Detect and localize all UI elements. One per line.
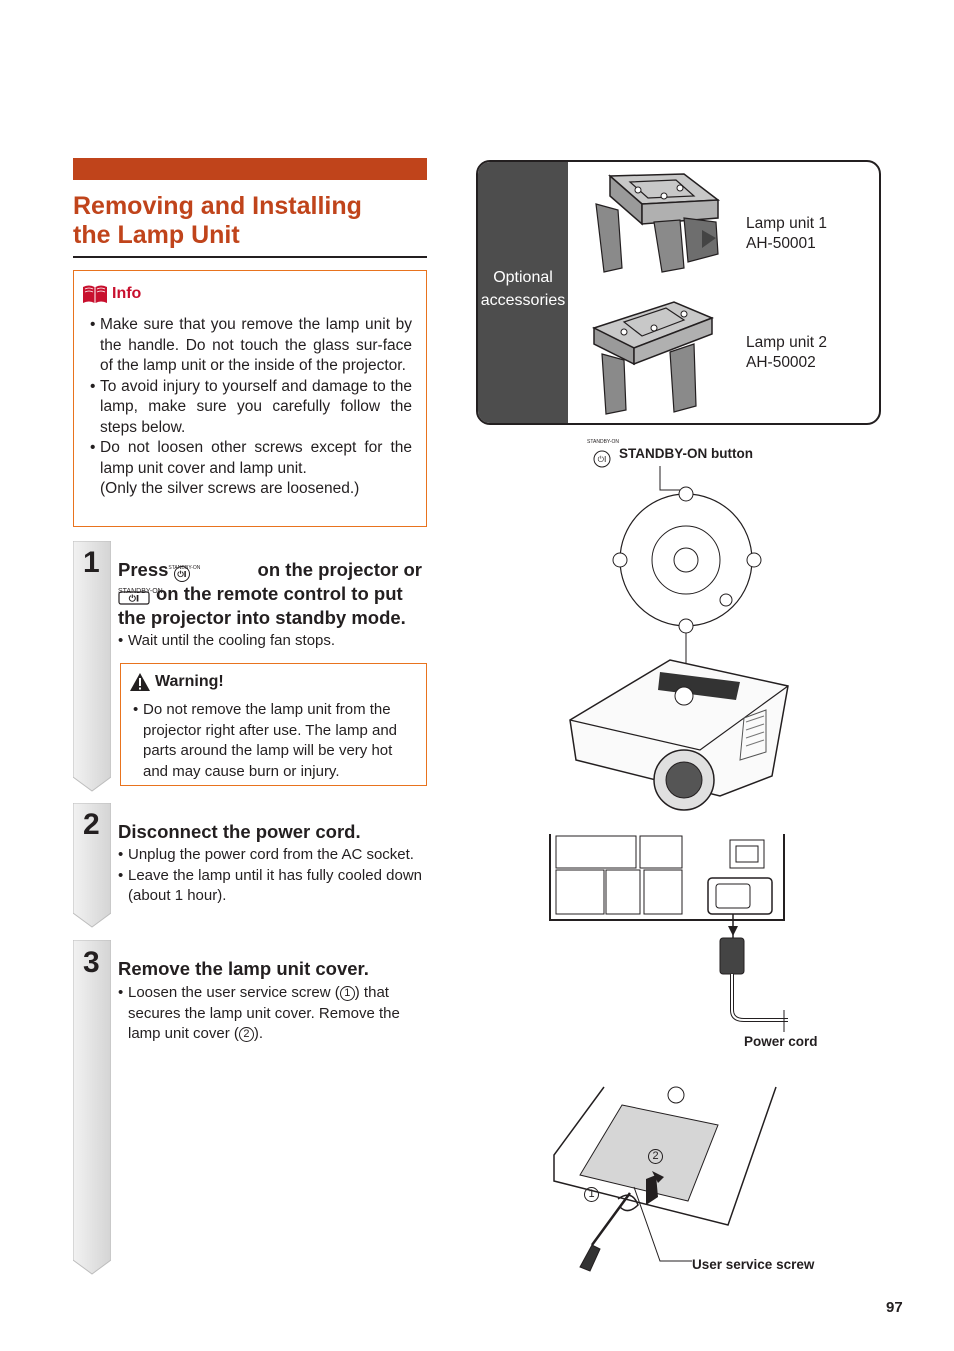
- step-3-text-b: ) that secures the lamp unit cover. Remove the lamp unit cover (: [128, 984, 400, 1042]
- figure-marker-1-circle: 1: [584, 1187, 599, 1202]
- accessories-label-line2: accessories: [480, 292, 566, 309]
- step-2-heading: Disconnect the power cord.: [118, 821, 361, 842]
- page-number: 97: [886, 1299, 903, 1316]
- step-2-notes: [118, 845, 422, 907]
- step-1-head-part3: on the remote control to put the projector into standby mode.: [118, 583, 406, 628]
- lamp-unit-1-name: Lamp unit 1: [746, 215, 827, 232]
- step-2-bullet: • Leave the lamp until it has fully cooled down (about 1 hour).: [118, 866, 422, 907]
- standby-on-remote-icon: [118, 584, 163, 606]
- accessories-label-line1: Optional: [493, 269, 553, 286]
- step-3-text-a: Loosen the user service screw (: [128, 984, 340, 1001]
- info-item: • Do not loosen other screws except for the lamp unit cover and lamp unit.: [90, 438, 412, 479]
- remote-icon-label: STANDBY-ON: [118, 588, 163, 595]
- step-1-heading: [118, 558, 422, 630]
- svg-text:⏻I: ⏻I: [128, 594, 140, 605]
- svg-text:⏻I: ⏻I: [597, 455, 607, 464]
- info-box: [73, 270, 427, 527]
- info-note: (Only the silver screws are loosened.): [100, 480, 360, 497]
- marker-2: 2: [239, 1027, 254, 1042]
- section-bar: [73, 158, 427, 180]
- lamp-unit-1-info: [746, 214, 827, 254]
- step-3-notes: [118, 983, 422, 1045]
- warning-triangle-icon: [129, 672, 151, 692]
- warning-label: Warning!: [155, 673, 224, 690]
- warning-text: • Do not remove the lamp unit from the projector right after use. The lamp and parts around the lamp will be very hot and may cause burn or injury.: [133, 700, 419, 782]
- svg-text:⏻I: ⏻I: [177, 570, 188, 579]
- marker-1: 1: [340, 986, 355, 1001]
- rear-panel-illustration: [548, 834, 788, 1034]
- info-label: Info: [112, 285, 142, 302]
- standby-small-label: STANDBY-ON: [587, 439, 619, 445]
- title-line-1: Removing and Installing: [73, 192, 362, 220]
- step-1-notes: [118, 631, 422, 652]
- step-3-heading: Remove the lamp unit cover.: [118, 958, 369, 979]
- lamp-unit-1-illustration: [584, 170, 722, 278]
- step-2-bullet: • Unplug the power cord from the AC socket.: [118, 845, 422, 866]
- info-heading: [82, 284, 141, 304]
- user-service-screw-label: User service screw: [692, 1257, 815, 1272]
- warning-box: [120, 663, 427, 786]
- step-3-number: 3: [83, 946, 100, 979]
- step-2-number: 2: [83, 808, 100, 841]
- lamp-cover-illustration: [552, 1085, 782, 1275]
- title-divider: [73, 256, 427, 258]
- step-3-text-c: ).: [253, 1025, 264, 1042]
- warning-list: [133, 700, 419, 782]
- standby-on-projector-icon: [168, 558, 201, 582]
- step-1-bullet: • Wait until the cooling fan stops.: [118, 631, 422, 652]
- standby-icon-label: STANDBY-ON: [168, 565, 201, 571]
- figure-marker-1: [584, 1187, 599, 1202]
- page-title: [73, 192, 427, 250]
- lamp-unit-2-name: Lamp unit 2: [746, 334, 827, 351]
- book-icon: [82, 284, 108, 304]
- step-1-head-part1: Press: [118, 559, 169, 580]
- projector-top-illustration: [560, 460, 800, 820]
- title-line-2: the Lamp Unit: [73, 221, 240, 249]
- standby-button-label: STANDBY-ON button: [619, 446, 753, 461]
- step-1-head-part2: on the projector or: [257, 559, 422, 580]
- step-3-tab: [73, 940, 111, 1276]
- lamp-unit-2-code: AH-50002: [746, 354, 816, 371]
- lamp-unit-1-code: AH-50001: [746, 235, 816, 252]
- power-cord-label: Power cord: [744, 1034, 818, 1049]
- step-1-number: 1: [83, 546, 100, 579]
- accessories-label: [478, 266, 568, 312]
- info-item: • To avoid injury to yourself and damage to the lamp, make sure you carefully follow the steps below.: [90, 377, 412, 439]
- figure-marker-2-circle: 2: [648, 1149, 663, 1164]
- step-3-bullet: [118, 983, 422, 1045]
- info-list: [90, 315, 412, 500]
- lamp-unit-2-info: [746, 333, 827, 373]
- info-item: • Make sure that you remove the lamp unit by the handle. Do not touch the glass sur-face of the lamp unit or the inside of the projector.: [90, 315, 412, 377]
- figure-marker-2: [648, 1149, 663, 1164]
- warning-heading: [129, 672, 224, 692]
- lamp-unit-2-illustration: [584, 298, 722, 418]
- optional-accessories-panel: [476, 160, 881, 425]
